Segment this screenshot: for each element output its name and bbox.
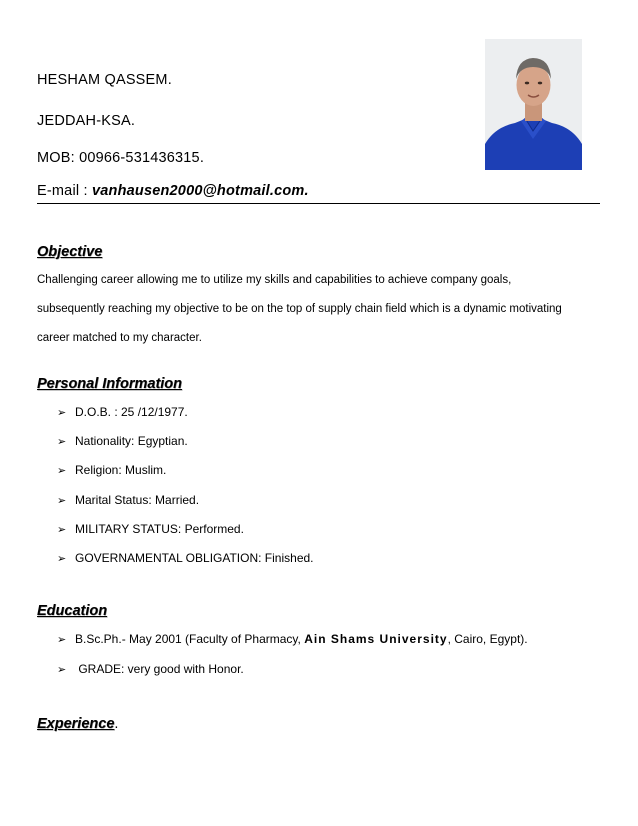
- email-value[interactable]: vanhausen2000@hotmail.com.: [91, 183, 309, 199]
- list-item: [57, 405, 188, 419]
- objective-line-2: subsequently reaching my objective to be on the top of supply chain field which is a dynamic motivating: [37, 303, 562, 315]
- personal-marital-status: Marital Status: Married.: [75, 493, 200, 507]
- list-item: [57, 434, 188, 448]
- list-item: [57, 463, 166, 477]
- list-item: [57, 493, 199, 507]
- education-grade: GRADE: very good with Honor.: [75, 662, 244, 676]
- bullet-arrow-icon: ➢: [57, 495, 67, 507]
- experience-heading-suffix: .: [114, 716, 119, 732]
- personal-info-heading: Personal Information: [37, 376, 183, 392]
- header-divider: [37, 203, 600, 204]
- bullet-arrow-icon: ➢: [57, 634, 67, 646]
- bullet-arrow-icon: ➢: [57, 436, 67, 448]
- candidate-email: [37, 183, 309, 199]
- experience-heading: Experience: [37, 716, 115, 732]
- list-item: [57, 522, 244, 536]
- personal-religion: Religion: Muslim.: [75, 463, 167, 477]
- objective-line-3: career matched to my character.: [37, 332, 202, 344]
- candidate-city: JEDDAH-KSA.: [37, 113, 136, 129]
- personal-military-status: MILITARY STATUS: Performed.: [75, 522, 244, 536]
- objective-line-1: Challenging career allowing me to utilize my skills and capabilities to achieve company goals,: [37, 274, 512, 286]
- education-degree-pre: B.Sc.Ph.- May 2001 (Faculty of Pharmacy,: [75, 632, 305, 646]
- bullet-arrow-icon: ➢: [57, 465, 67, 477]
- bullet-arrow-icon: ➢: [57, 664, 67, 676]
- list-item: [57, 662, 244, 676]
- list-item: [57, 632, 528, 646]
- candidate-name: HESHAM QASSEM.: [37, 72, 172, 88]
- personal-dob: D.O.B. : 25 /12/1977.: [75, 405, 188, 419]
- candidate-mobile: MOB: 00966-531436315.: [37, 150, 205, 166]
- experience-heading-row: [37, 715, 118, 733]
- email-label: E-mail :: [37, 183, 92, 199]
- education-heading: Education: [37, 603, 108, 619]
- objective-heading: Objective: [37, 244, 103, 260]
- bullet-arrow-icon: ➢: [57, 524, 67, 536]
- profile-photo: [485, 39, 582, 170]
- education-university: Ain Shams University: [304, 632, 448, 646]
- education-degree-post: , Cairo, Egypt).: [447, 632, 528, 646]
- personal-governmental-obligation: GOVERNAMENTAL OBLIGATION: Finished.: [75, 551, 314, 565]
- list-item: [57, 551, 314, 565]
- bullet-arrow-icon: ➢: [57, 407, 67, 419]
- bullet-arrow-icon: ➢: [57, 553, 67, 565]
- personal-nationality: Nationality: Egyptian.: [75, 434, 188, 448]
